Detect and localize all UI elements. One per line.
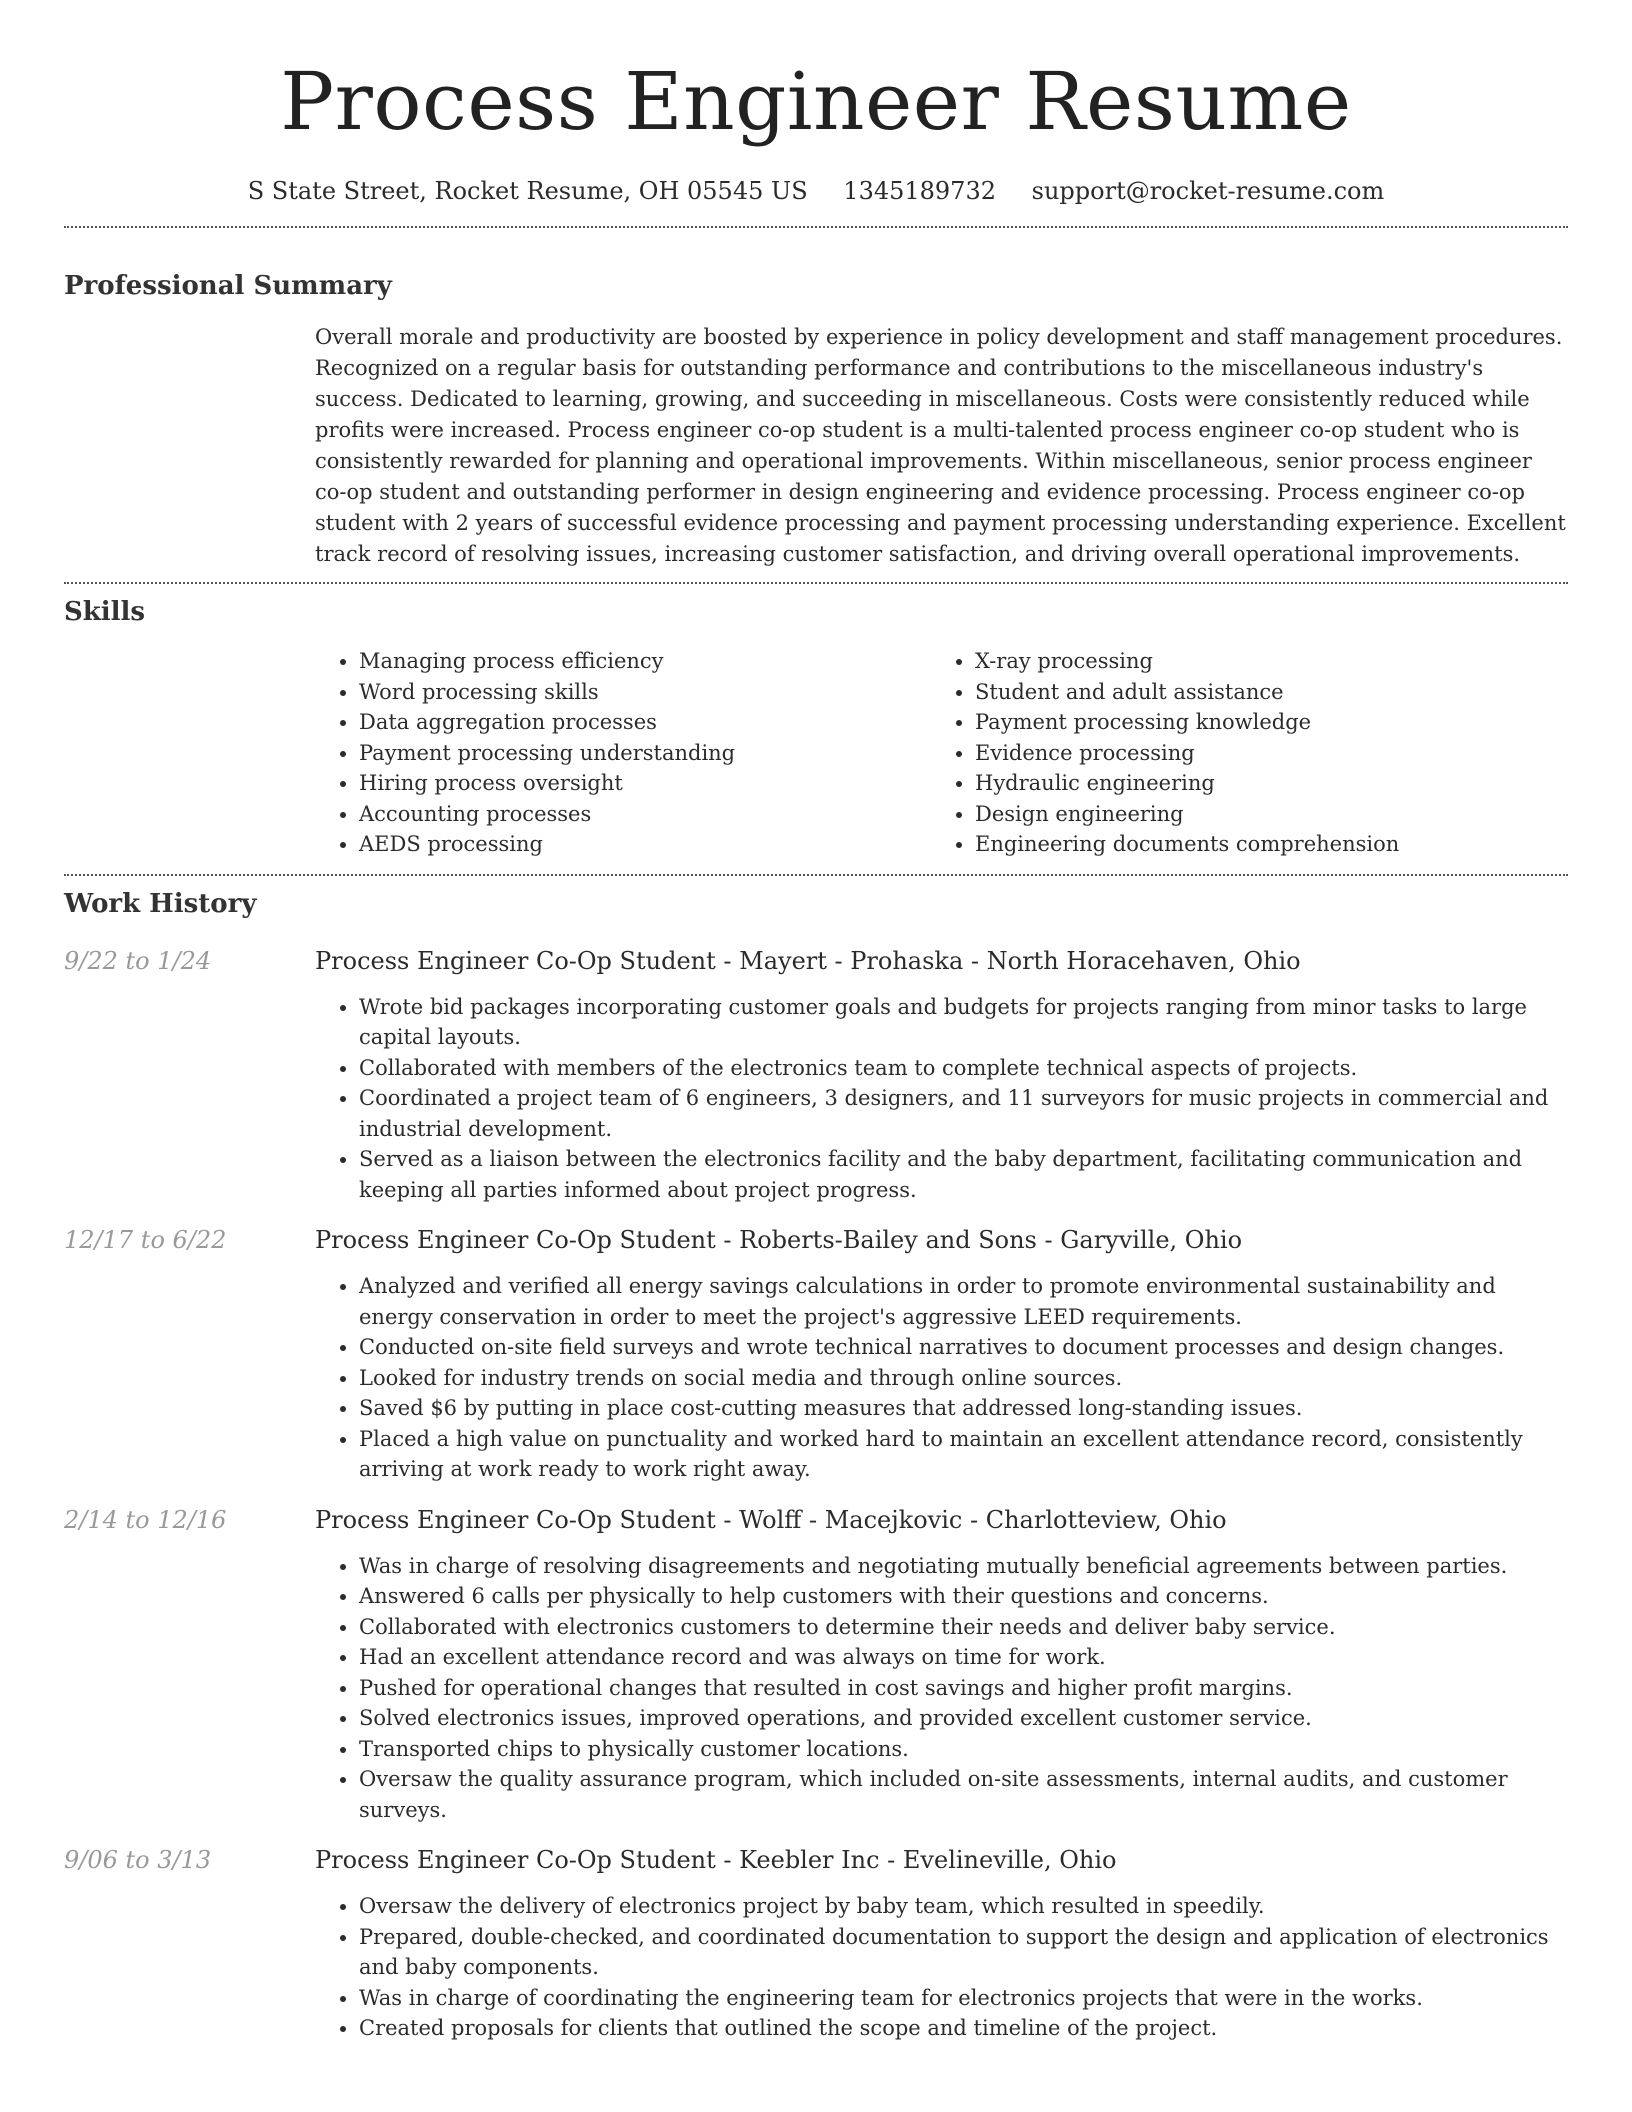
skill-item: • Engineering documents comprehension: [975, 829, 1547, 860]
job-details: [315, 1503, 1568, 1826]
job-bullet: • Oversaw the delivery of electronics project by baby team, which resulted in speedily.: [359, 1891, 1568, 1922]
job-bullet: • Oversaw the quality assurance program, which included on-site assessments, internal audits, and customer surveys.: [359, 1764, 1568, 1825]
job-bullet: • Created proposals for clients that outlined the scope and timeline of the project.: [359, 2013, 1568, 2044]
contact-email[interactable]: support@rocket-resume.com: [1031, 177, 1385, 205]
job-dates: 12/17 to 6/22: [64, 1226, 227, 1254]
job-bullet: • Served as a liaison between the electronics facility and the baby department, facilitating communication and keeping all parties informed about project progress.: [359, 1144, 1568, 1205]
resume-page: [64, 0, 1568, 2044]
job-bullet: • Pushed for operational changes that resulted in cost savings and higher profit margins.: [359, 1673, 1568, 1704]
skills-column-right: [931, 646, 1547, 860]
summary-heading: Professional Summary: [64, 271, 392, 301]
skill-item: • Student and adult assistance: [975, 677, 1547, 708]
divider: [64, 874, 1568, 876]
job-dates: 2/14 to 12/16: [64, 1505, 227, 1534]
skill-item: • Hiring process oversight: [359, 768, 931, 799]
job-bullet: • Was in charge of coordinating the engineering team for electronics projects that were in the works.: [359, 1983, 1568, 2014]
skill-item: • Payment processing knowledge: [975, 707, 1547, 738]
job-heading: Process Engineer Co-Op Student - Roberts-Bailey and Sons - Garyville, Ohio: [315, 1226, 1243, 1254]
skills-column-left: [315, 646, 931, 860]
job-details: [315, 1843, 1568, 2044]
job-bullet: • Placed a high value on punctuality and worked hard to maintain an excellent attendance record, consistently arriving at work ready to work right away.: [359, 1424, 1568, 1485]
job-heading: Process Engineer Co-Op Student - Mayert - Prohaska - North Horacehaven, Ohio: [315, 946, 1301, 975]
work-history-heading: Work History: [64, 888, 257, 919]
skill-item: • Design engineering: [975, 799, 1547, 830]
job-bullet: • Coordinated a project team of 6 engineers, 3 designers, and 11 surveyors for music projects in commercial and industrial development.: [359, 1083, 1568, 1144]
job-entry: [64, 1503, 1568, 1826]
job-entry: [64, 1843, 1568, 2044]
job-bullet: • Saved $6 by putting in place cost-cutting measures that addressed long-standing issues.: [359, 1393, 1568, 1424]
job-bullets: [315, 992, 1568, 1206]
job-details: [315, 944, 1568, 1206]
job-bullet: • Answered 6 calls per physically to help customers with their questions and concerns.: [359, 1581, 1568, 1612]
resume-title: Process Engineer Resume: [280, 55, 1352, 148]
job-bullet: • Was in charge of resolving disagreements and negotiating mutually beneficial agreements between parties.: [359, 1551, 1568, 1582]
contact-address: S State Street, Rocket Resume, OH 05545 US: [247, 177, 808, 205]
skill-item: • Accounting processes: [359, 799, 931, 830]
skills-list: [315, 646, 1568, 874]
skill-item: • Evidence processing: [975, 738, 1547, 769]
skill-item: • Word processing skills: [359, 677, 931, 708]
job-dates: 9/06 to 3/13: [64, 1846, 212, 1874]
job-bullet: • Looked for industry trends on social media and through online sources.: [359, 1363, 1568, 1394]
job-bullet: • Solved electronics issues, improved operations, and provided excellent customer service.: [359, 1703, 1568, 1734]
job-bullets: [315, 1891, 1568, 2044]
job-bullet: • Conducted on-site field surveys and wrote technical narratives to document processes and design changes.: [359, 1332, 1568, 1363]
skill-item: • Hydraulic engineering: [975, 768, 1547, 799]
job-dates: 9/22 to 1/24: [64, 946, 212, 975]
job-bullets: [315, 1271, 1568, 1485]
job-bullet: • Prepared, double-checked, and coordinated documentation to support the design and application of electronics and baby components.: [359, 1922, 1568, 1983]
skill-item: • X-ray processing: [975, 646, 1547, 677]
job-bullet: • Collaborated with members of the electronics team to complete technical aspects of projects.: [359, 1053, 1568, 1084]
skill-item: • AEDS processing: [359, 829, 931, 860]
divider: [64, 226, 1568, 228]
job-bullet: • Transported chips to physically customer locations.: [359, 1734, 1568, 1765]
skill-item: • Data aggregation processes: [359, 707, 931, 738]
skill-item: • Managing process efficiency: [359, 646, 931, 677]
contact-phone: 1345189732: [843, 177, 996, 205]
job-bullet: • Had an excellent attendance record and was always on time for work.: [359, 1642, 1568, 1673]
skills-heading: Skills: [64, 597, 146, 627]
divider: [64, 582, 1568, 584]
job-entry: [64, 944, 1568, 1206]
skill-item: • Payment processing understanding: [359, 738, 931, 769]
contact-line: [64, 174, 1568, 208]
job-heading: Process Engineer Co-Op Student - Keebler Inc - Evelineville, Ohio: [315, 1846, 1117, 1874]
job-bullet: • Wrote bid packages incorporating customer goals and budgets for projects ranging from minor tasks to large capital layouts.: [359, 992, 1568, 1053]
summary-text: Overall morale and productivity are boosted by experience in policy development and staff management procedures. Recognized on a regular basis for outstanding performance and contributions to the miscellaneous industry's success. Dedicated to learning, growing, and succeeding in miscellaneous. Costs were consistently reduced while profits were increased. Process engineer co-op student is a multi-talented process engineer co-op student who is consistently rewarded for planning and operational improvements. Within miscellaneous, senior process engineer co-op student and outstanding performer in design engineering and evidence processing. Process engineer co-op student with 2 years of successful evidence processing and payment processing understanding experience. Excellent track record of resolving issues, increasing customer satisfaction, and driving overall operational improvements.: [315, 325, 1566, 566]
job-bullet: • Collaborated with electronics customers to determine their needs and deliver baby service.: [359, 1612, 1568, 1643]
job-heading: Process Engineer Co-Op Student - Wolff - Macejkovic - Charlotteview, Ohio: [315, 1505, 1227, 1534]
job-entry: [64, 1223, 1568, 1485]
job-bullet: • Analyzed and verified all energy savings calculations in order to promote environmental sustainability and energy conservation in order to meet the project's aggressive LEED requirements.: [359, 1271, 1568, 1332]
job-details: [315, 1223, 1568, 1485]
job-bullets: [315, 1551, 1568, 1826]
